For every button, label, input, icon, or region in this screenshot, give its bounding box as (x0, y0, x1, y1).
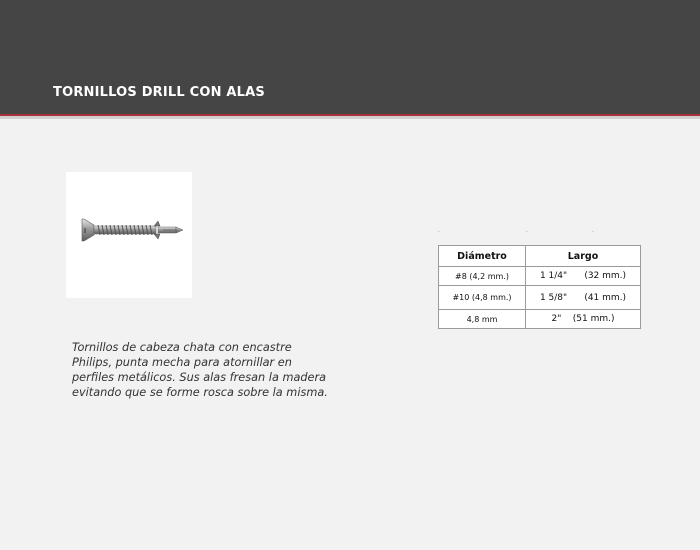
column-header-diametro: Diámetro (439, 246, 526, 267)
cell-largo: 2" (51 mm.) (526, 310, 641, 329)
header-divider (0, 116, 700, 119)
decorative-dot: · (438, 229, 440, 236)
cell-diametro: #8 (4,2 mm.) (439, 267, 526, 286)
table-row (439, 267, 641, 286)
decorative-dot: · (526, 229, 528, 236)
column-header-largo: Largo (526, 246, 641, 267)
product-description: Tornillos de cabeza chata con encastre Philips, punta mecha para atornillar en perfiles metálicos. Sus alas fresan la madera evitando que se forme rosca sobre la misma. (72, 341, 328, 399)
specs-table (438, 245, 641, 329)
product-image (66, 172, 192, 298)
table-row (439, 286, 641, 310)
page-title: TORNILLOS DRILL CON ALAS (53, 85, 265, 100)
drill-screw-with-wings-icon (66, 172, 192, 298)
header-bar (0, 0, 700, 114)
table-row (439, 310, 641, 329)
cell-diametro: #10 (4,8 mm.) (439, 286, 526, 310)
cell-largo: 1 1/4" (32 mm.) (526, 267, 641, 286)
table-header-row (439, 246, 641, 267)
decorative-dot: · (592, 229, 594, 236)
cell-largo: 1 5/8" (41 mm.) (526, 286, 641, 310)
cell-diametro: 4,8 mm (439, 310, 526, 329)
